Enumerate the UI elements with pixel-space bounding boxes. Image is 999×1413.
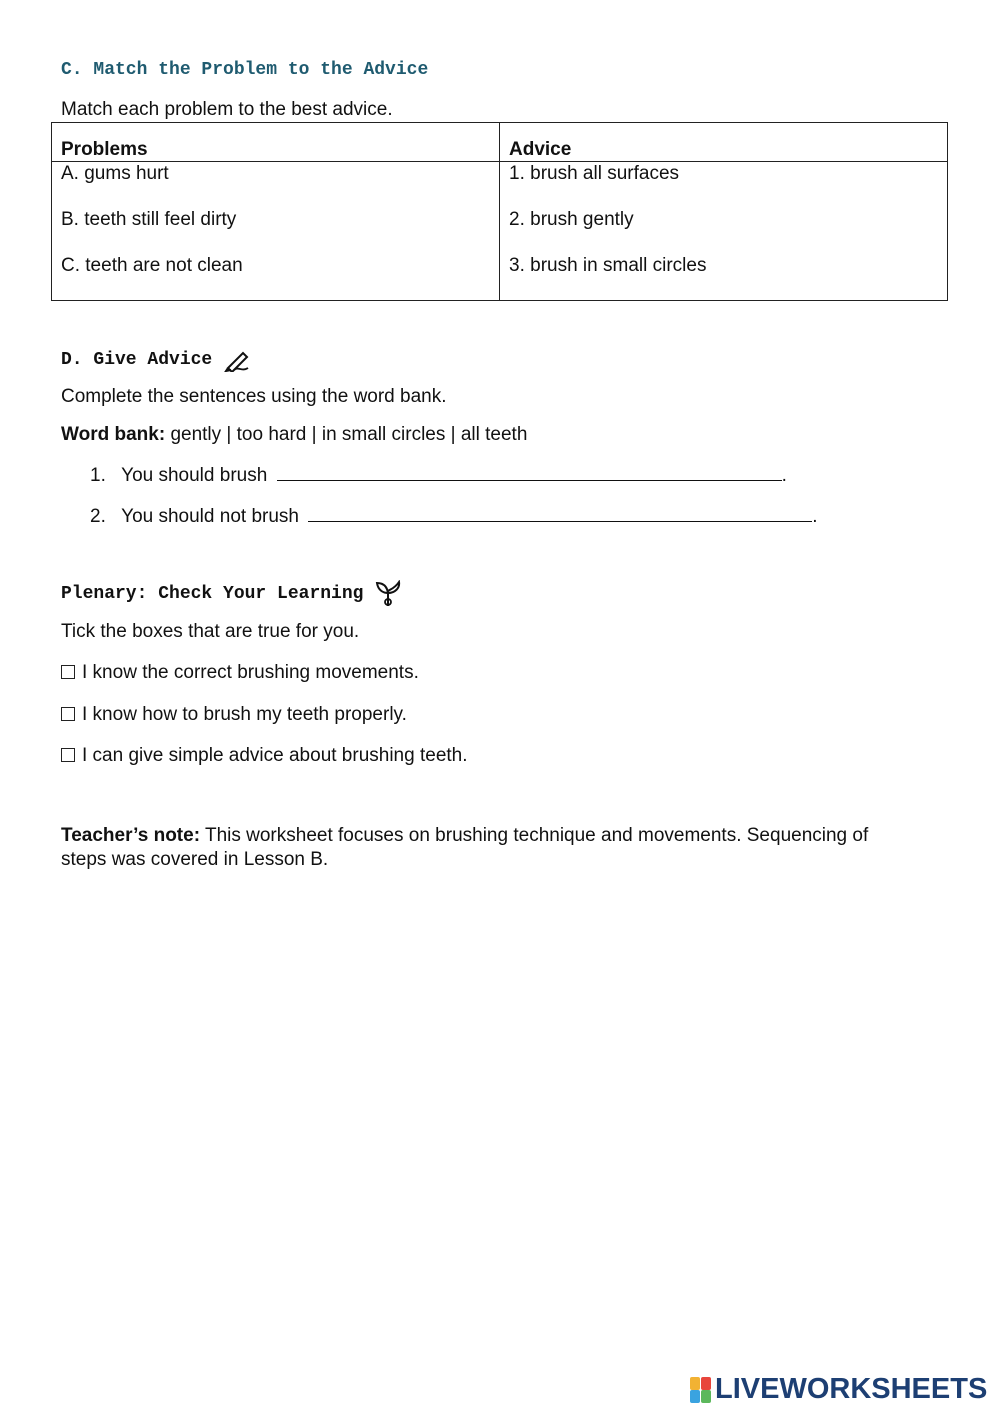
match-table [51, 122, 948, 301]
plenary-instruction: Tick the boxes that are true for you. [61, 621, 360, 642]
tick-checkbox[interactable] [61, 665, 75, 679]
table-divider-horizontal [52, 161, 947, 162]
word-bank-label: Word bank: [61, 424, 166, 445]
advice-item: 2. brush gently [509, 209, 634, 230]
section-c-title: C. Match the Problem to the Advice [61, 60, 429, 80]
problem-item: B. teeth still feel dirty [61, 209, 237, 230]
pencil-writing-icon [224, 348, 250, 372]
sentence-end: . [781, 465, 787, 486]
word-bank [61, 424, 527, 446]
sentence-1 [90, 462, 787, 487]
logo-text: LIVEWORKSHEETS [715, 1372, 988, 1405]
teacher-note-text: This worksheet focuses on brushing technique and movements. Sequencing of [200, 825, 869, 846]
checklist-text: I can give simple advice about brushing teeth. [82, 745, 468, 766]
checklist-item [61, 662, 419, 684]
sentence-text: You should brush [121, 465, 268, 486]
checklist-item [61, 704, 407, 726]
teacher-note-label: Teacher’s note: [61, 825, 201, 846]
answer-blank-1[interactable] [277, 462, 782, 481]
checklist-text: I know the correct brushing movements. [82, 662, 419, 683]
answer-blank-2[interactable] [308, 503, 812, 522]
logo-mark-icon [690, 1375, 712, 1403]
header-advice: Advice [509, 139, 572, 160]
sentence-end: . [812, 506, 818, 527]
tick-checkbox[interactable] [61, 748, 75, 762]
sentence-2 [90, 503, 818, 528]
problem-item: C. teeth are not clean [61, 255, 243, 276]
section-c-instruction: Match each problem to the best advice. [61, 99, 393, 120]
section-d-instruction: Complete the sentences using the word bank. [61, 386, 447, 407]
teacher-note-line-2: steps was covered in Lesson B. [61, 849, 329, 870]
section-d-heading [61, 348, 250, 372]
table-divider-vertical [499, 123, 500, 300]
plenary-heading [61, 580, 401, 608]
problem-item: A. gums hurt [61, 163, 169, 184]
tick-checkbox[interactable] [61, 707, 75, 721]
advice-item: 3. brush in small circles [509, 255, 707, 276]
sentence-number: 2. [90, 506, 106, 527]
header-problems: Problems [61, 139, 148, 160]
section-d-title: D. Give Advice [61, 350, 213, 370]
liveworksheets-logo [690, 1372, 987, 1406]
advice-item: 1. brush all surfaces [509, 163, 680, 184]
checklist-item [61, 745, 468, 767]
sentence-text: You should not brush [121, 506, 299, 527]
teacher-note-line-1 [61, 825, 868, 847]
seedling-icon [375, 580, 401, 608]
checklist-text: I know how to brush my teeth properly. [82, 704, 407, 725]
word-bank-words: gently | too hard | in small circles | all teeth [170, 424, 528, 445]
sentence-number: 1. [90, 465, 106, 486]
plenary-title: Plenary: Check Your Learning [61, 584, 364, 604]
